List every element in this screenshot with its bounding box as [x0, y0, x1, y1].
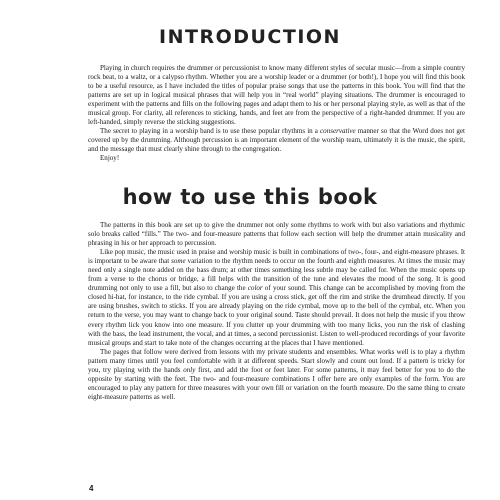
how-to-use-body	[88, 221, 465, 402]
text-run: The patterns in this book are set up to give the drummer not only some rhythms to work with but also variations and rhythmic solo breaks called “fills.” The two- and four-measure patterns that follow each section will help the drummer attain musicality and phrasing in his or her approach to percussion.	[88, 221, 465, 248]
text-run: manner so that the Word does not get covered up by the drumming. Although percussion is an important element of the worship team, ultimately it is the music, the spirit, and the message that must clearly shine through to the congregation.	[88, 127, 465, 154]
page-number: 4	[89, 484, 94, 493]
text-run: of your sound. This change can be accomplished by moving from the closed hi-hat, for instance, to the ride cymbal. If you are using a cross stick, get off the rim and strike the drumhead directly. If you are using brushes, switch to sticks. If you are already playing on the ride cymbal, move up to the bell of the cymbal, etc. When you return to the verse, you may want to change back to your original sound. Taste should prevail. It does not help the music if you throw every rhythm lick you know into one measure. If you clutter up your drumming with too many licks, you run the risk of clashing with the bass, the lead instrument, the vocal, and at times, a second percussionist. Listen to well-produced recordings of your favorite musical groups and start to take note of the changes occurring at the places that I have mentioned.	[88, 284, 465, 347]
emphasis-text: conservative	[320, 127, 356, 136]
emphasis-text: some	[171, 257, 186, 266]
paragraph	[88, 348, 465, 402]
introduction-body	[88, 64, 465, 164]
text-run: variation to the rhythm needs to occur on the fourth and eighth measures. At times the music may need only a single note added on the bass drum; at other times something less subtle may be called for. When the music opens up from a verse to the chorus or bridge, a fill helps with the transition of the tune and elevates the mood of the song. It is good drumming not only to use a fill, but also to change the	[88, 257, 465, 293]
paragraph	[88, 221, 465, 248]
text-run: Playing in church requires the drummer or percussionist to know many different styles of secular music—from a simple country rock beat, to a waltz, or a calypso rhythm. Whether you are a worship leader or a drummer (or both!), I hope you will find this book to be a useful resource, as I have included the titles of popular praise songs that use the patterns in this book. You will find that the patterns are set up in logical musical phrases that will help you in “real world” playing situations. The drummer is encouraged to experiment with the patterns and fills on the following pages and adapt them to his or her personal playing style, as well as that of the musical group. For clarity, all references to sticking, hands, and feet are from the perspective of a right-handed drummer. If you are left-handed, simply reverse the sticking suggestions.	[88, 64, 465, 127]
emphasis-text: only	[183, 365, 196, 374]
how-to-use-heading: how to use this book	[122, 185, 378, 209]
text-run: Like pop music, the music used in praise and worship music is built in combinations of two-, four-, and eight-measure phrases. It is important to be aware that	[88, 248, 465, 266]
emphasis-text: color	[247, 284, 263, 293]
paragraph	[88, 248, 465, 348]
text-run: Enjoy!	[100, 154, 120, 163]
paragraph	[88, 154, 465, 163]
introduction-heading: INTRODUCTION	[159, 26, 341, 48]
text-run: first, and add the foot or feet later. For some patterns, it may feel better for you to do the opposite by starting with the feet. The two- and four-measure combinations I offer here are only examples of the form. You are encouraged to play any pattern for three measures with your own fill or variation on the fourth measure. Do the same thing to create eight-measure patterns as well.	[88, 365, 465, 401]
paragraph	[88, 127, 465, 154]
paragraph	[88, 64, 465, 127]
text-run: The pages that follow were derived from lessons with my private students and ensembles. What works well is to play a rhythm pattern many times until you feel comfortable with it at different speeds. Start slowly and count out loud. If a pattern is tricky for you, try playing with the hands	[88, 347, 465, 374]
text-run: The secret to playing in a worship band is to use these popular rhythms in a	[100, 127, 321, 136]
